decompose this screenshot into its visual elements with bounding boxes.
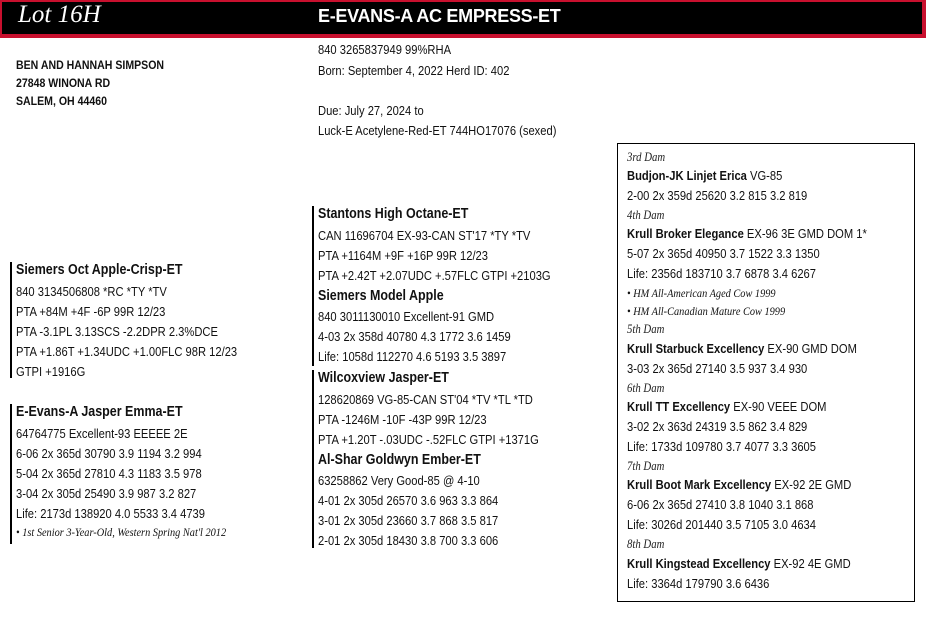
dam-bracket <box>10 404 12 544</box>
dam-sire-name: Wilcoxview Jasper-ET <box>318 370 449 386</box>
animal-title: E-EVANS-A AC EMPRESS-ET <box>318 6 561 26</box>
dam-generation-name: Krull Starbuck Excellency EX-90 GMD DOM <box>627 341 857 356</box>
dam-generation-record: 5-07 2x 365d 40950 3.7 1522 3.3 1350 <box>627 246 820 261</box>
due-date: Due: July 27, 2024 to <box>318 103 424 118</box>
sire-bracket <box>10 262 12 378</box>
dam-generation-record: Life: 2356d 183710 3.7 6878 3.4 6267 <box>627 266 816 281</box>
dam-line: 3-04 2x 305d 25490 3.9 987 3.2 827 <box>16 486 197 501</box>
dam-parents-bracket <box>312 370 314 548</box>
dam-sire-line: PTA -1246M -10F -43P 99R 12/23 <box>318 412 487 427</box>
owner-city: SALEM, OH 44460 <box>16 94 107 108</box>
sire-line: 840 3134506808 *RC *TY *TV <box>16 284 167 299</box>
dam-generation-name: Budjon-JK Linjet Erica VG-85 <box>627 168 783 183</box>
sire-line: PTA +1.86T +1.34UDC +1.00FLC 98R 12/23 <box>16 344 238 359</box>
dam-sire-line: 128620869 VG-85-CAN ST'04 *TV *TL *TD <box>318 392 533 407</box>
dam-line: 5-04 2x 365d 27810 4.3 1183 3.5 978 <box>16 466 202 481</box>
sire-line: PTA +84M +4F -6P 99R 12/23 <box>16 304 166 319</box>
dam-name: E-Evans-A Jasper Emma-ET <box>16 404 183 420</box>
dam-generation-label: 3rd Dam <box>627 150 666 164</box>
dam-generation-name: Krull Broker Elegance EX-96 3E GMD DOM 1* <box>627 226 867 241</box>
sire-sire-line: PTA +2.42T +2.07UDC +.57FLC GTPI +2103G <box>318 268 551 283</box>
dam-line: Life: 2173d 138920 4.0 5533 3.4 4739 <box>16 506 205 521</box>
dam-dam-line: 4-01 2x 305d 26570 3.6 963 3.3 864 <box>318 493 499 508</box>
dam-generation-label: 8th Dam <box>627 537 665 551</box>
dam-generation-name: Krull Boot Mark Excellency EX-92 2E GMD <box>627 477 852 492</box>
service-sire: Luck-E Acetylene-Red-ET 744HO17076 (sexed) <box>318 123 557 138</box>
sire-dam-name: Siemers Model Apple <box>318 288 444 304</box>
sire-dam-line: 4-03 2x 358d 40780 4.3 1772 3.6 1459 <box>318 329 511 344</box>
dam-sire-line: PTA +1.20T -.03UDC -.52FLC GTPI +1371G <box>318 432 539 447</box>
sire-dam-line: 840 3011130010 Excellent-91 GMD <box>318 309 495 324</box>
dam-generation-label: 4th Dam <box>627 208 665 222</box>
dam-generation-name: Krull Kingstead Excellency EX-92 4E GMD <box>627 556 851 571</box>
owner-name: BEN AND HANNAH SIMPSON <box>16 58 165 72</box>
sire-line: PTA -3.1PL 3.13SCS -2.2DPR 2.3%DCE <box>16 324 218 339</box>
dam-generation-record: Life: 3026d 201440 3.5 7105 3.0 4634 <box>627 517 816 532</box>
dam-generation-record: Life: 3364d 179790 3.6 6436 <box>627 576 770 591</box>
owner-address: 27848 WINONA RD <box>16 76 111 90</box>
lot-number: Lot 16H <box>18 1 101 28</box>
dam-dam-name: Al-Shar Goldwyn Ember-ET <box>318 452 481 468</box>
dam-generation-record: 3-03 2x 365d 27140 3.5 937 3.4 930 <box>627 361 808 376</box>
sire-sire-line: CAN 11696704 EX-93-CAN ST'17 *TY *TV <box>318 228 531 243</box>
animal-born: Born: September 4, 2022 Herd ID: 402 <box>318 63 510 78</box>
sire-name: Siemers Oct Apple-Crisp-ET <box>16 262 183 278</box>
sire-parents-bracket <box>312 206 314 366</box>
dam-dam-line: 3-01 2x 305d 23660 3.7 868 3.5 817 <box>318 513 499 528</box>
dam-generation-label: 5th Dam <box>627 322 665 336</box>
dam-generation-name: Krull TT Excellency EX-90 VEEE DOM <box>627 399 827 414</box>
animal-id: 840 3265837949 99%RHA <box>318 42 452 57</box>
dam-generation-record: 3-02 2x 363d 24319 3.5 862 3.4 829 <box>627 419 808 434</box>
dam-generation-record: Life: 1733d 109780 3.7 4077 3.3 3605 <box>627 439 816 454</box>
dam-generation-award: • HM All-Canadian Mature Cow 1999 <box>627 304 786 318</box>
dam-generation-record: 2-00 2x 359d 25620 3.2 815 3.2 819 <box>627 188 808 203</box>
dam-dam-line: 63258862 Very Good-85 @ 4-10 <box>318 473 480 488</box>
dam-generation-label: 6th Dam <box>627 381 665 395</box>
dam-line: 64764775 Excellent-93 EEEEE 2E <box>16 426 188 441</box>
dam-award: • 1st Senior 3-Year-Old, Western Spring Nat'l 2012 <box>16 525 227 539</box>
dam-generation-record: 6-06 2x 365d 27410 3.8 1040 3.1 868 <box>627 497 814 512</box>
sire-line: GTPI +1916G <box>16 364 86 379</box>
dam-dam-line: 2-01 2x 305d 18430 3.8 700 3.3 606 <box>318 533 499 548</box>
sire-dam-line: Life: 1058d 112270 4.6 5193 3.5 3897 <box>318 349 507 364</box>
header-banner <box>0 0 926 38</box>
dam-generation-label: 7th Dam <box>627 459 665 473</box>
sire-sire-line: PTA +1164M +9F +16P 99R 12/23 <box>318 248 488 263</box>
dam-line: 6-06 2x 365d 30790 3.9 1194 3.2 994 <box>16 446 202 461</box>
sire-sire-name: Stantons High Octane-ET <box>318 206 469 222</box>
dam-generation-award: • HM All-American Aged Cow 1999 <box>627 286 776 300</box>
